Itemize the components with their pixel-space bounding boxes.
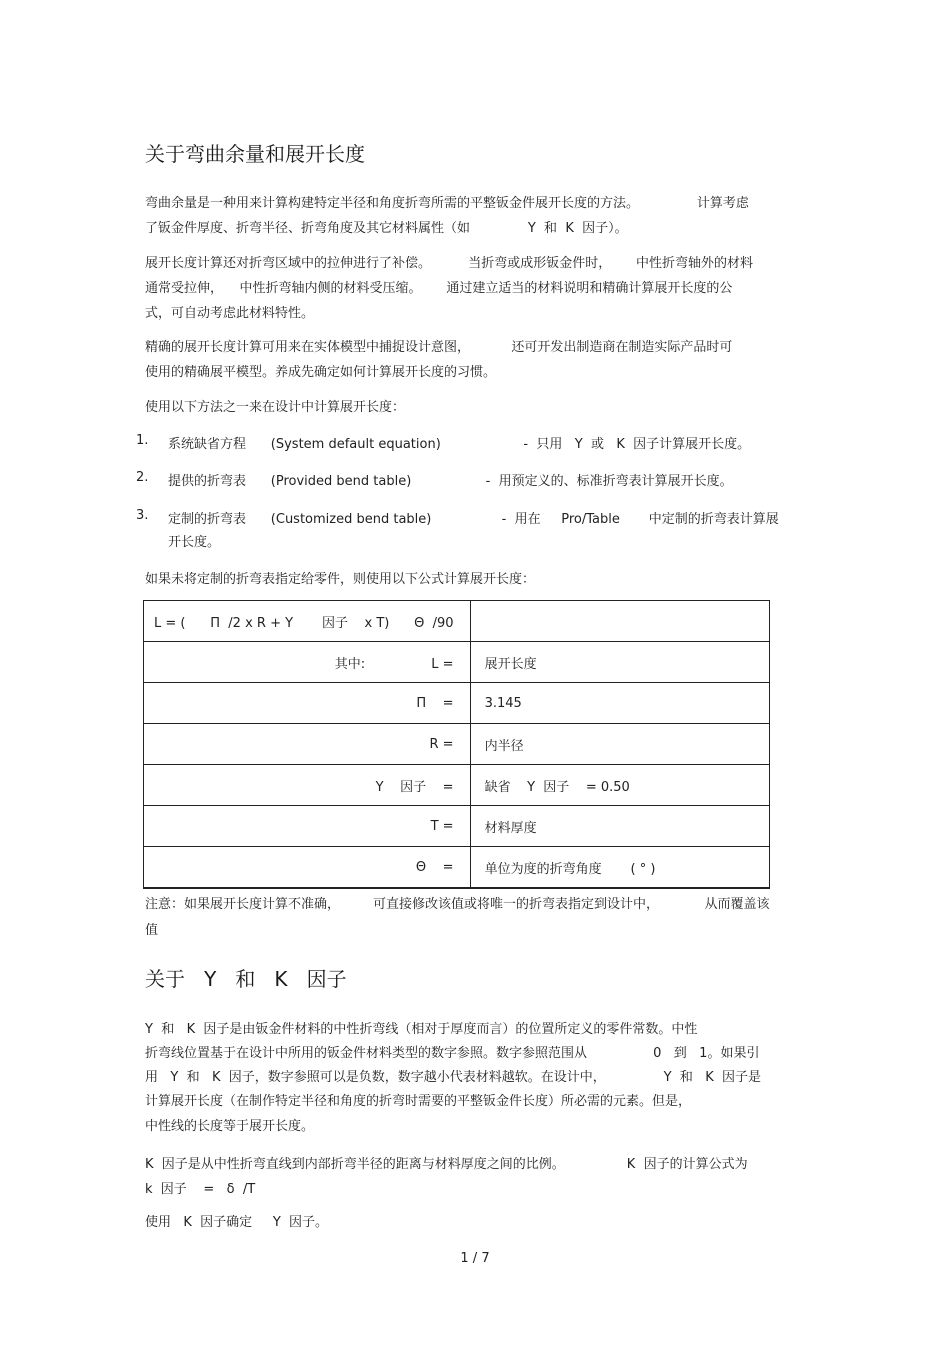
s2-para1-line1: Y 和 K 因子是由钣金件材料的中性折弯线（相对于厚度而言）的位置所定义的零件常数。中性 [145,1022,698,1037]
method-number: 2. [136,470,149,485]
formula-cell: L = ( Π /2 x R + Y 因子 x T) Θ /90 [144,601,471,642]
para3-line1: 精确的展开长度计算可用来在实体模型中捕捉设计意图， 还可开发出制造商在制造实际产品时可 [145,340,733,355]
section-title-bend-allowance: 关于弯曲余量和展开长度 [145,142,365,166]
method-item-continuation: 开长度。 [168,535,221,550]
table-row [144,765,770,806]
table-row [144,724,770,765]
para1-line1: 弯曲余量是一种用来计算构建特定半径和角度折弯所需的平整钣金件展开长度的方法。 计算考虑 [145,196,749,211]
method-number: 1. [136,433,149,448]
variable-cell: T = [144,806,471,847]
formula-table [143,600,770,889]
method-item: 提供的折弯表 (Provided bend table) - 用预定义的、标准折弯表计算展开长度。 [168,474,733,489]
description-cell: 单位为度的折弯角度 ( ° ) [470,847,769,889]
table-row [144,601,770,642]
method-item: 定制的折弯表 (Customized bend table) - 用在 Pro/Table 中定制的折弯表计算展 [168,512,779,527]
para2-line3: 式，可自动考虑此材料特性。 [145,306,315,321]
para2-line2: 通常受拉伸， 中性折弯轴内侧的材料受压缩。 通过建立适当的材料说明和精确计算展开长度的公 [145,281,733,296]
note-line2: 值 [145,923,159,938]
formula-value-cell [470,601,769,642]
para4: 使用以下方法之一来在设计中计算展开长度： [145,400,406,415]
variable-cell: Θ = [144,847,471,889]
s2-para1-line2: 折弯线位置基于在设计中所用的钣金件材料类型的数字参照。数字参照范围从 0 到 1。如果引 [145,1046,760,1061]
s2-para1-line5: 中性线的长度等于展开长度。 [145,1119,315,1134]
page-number: 1 / 7 [460,1251,490,1266]
description-cell: 3.145 [470,683,769,724]
para2-line1: 展开长度计算还对折弯区域中的拉伸进行了补偿。 当折弯或成形钣金件时， 中性折弯轴外的材料 [145,256,753,271]
variable-cell: Π = [144,683,471,724]
s2-para3: 使用 K 因子确定 Y 因子。 [145,1215,329,1230]
note-line1: 注意：如果展开长度计算不准确， 可直接修改该值或将唯一的折弯表指定到设计中， 从而覆盖该 [145,897,770,912]
table-row [144,642,770,683]
description-cell: 缺省 Y 因子 = 0.50 [470,765,769,806]
para1-line2: 了钣金件厚度、折弯半径、折弯角度及其它材料属性（如 Y 和 K 因子）。 [145,221,628,236]
k-factor-formula: k 因子 = δ /T [145,1182,256,1197]
variable-cell: Y 因子 = [144,765,471,806]
s2-para1-line3: 用 Y 和 K 因子，数字参照可以是负数，数字越小代表材料越软。在设计中， Y 和 K 因子是 [145,1070,762,1085]
para5: 如果未将定制的折弯表指定给零件，则使用以下公式计算展开长度： [145,572,536,587]
variable-cell: R = [144,724,471,765]
method-number: 3. [136,508,149,523]
s2-para1-line4: 计算展开长度（在制作特定半径和角度的折弯时需要的平整钣金件长度）所必需的元素。但是， [145,1094,692,1109]
variable-cell: 其中: L = [144,642,471,683]
para3-line2: 使用的精确展平模型。养成先确定如何计算展开长度的习惯。 [145,365,497,380]
table-row [144,806,770,847]
s2-para2-line1: K 因子是从中性折弯直线到内部折弯半径的距离与材料厚度之间的比例。 K 因子的计算公式为 [145,1157,748,1172]
method-item: 系统缺省方程 (System default equation) - 只用 Y 或 K 因子计算展开长度。 [168,437,751,452]
section-title-y-k-factor: 关于 Y 和 K 因子 [145,967,347,991]
table-row [144,847,770,889]
description-cell: 展开长度 [470,642,769,683]
description-cell: 内半径 [470,724,769,765]
description-cell: 材料厚度 [470,806,769,847]
table-row [144,683,770,724]
